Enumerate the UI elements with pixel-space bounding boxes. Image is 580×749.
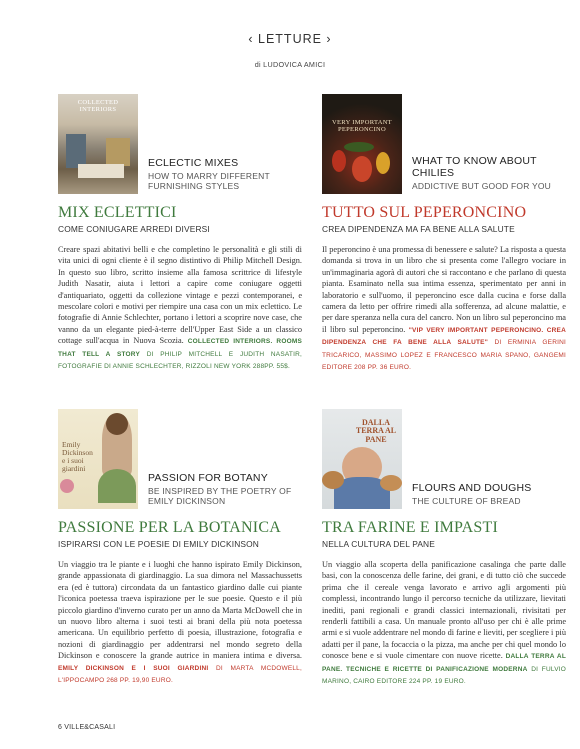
article-english-subtitle: THE CULTURE OF BREAD — [412, 496, 521, 507]
book-cover-title: Emily Dickinson e i suoi giardini — [62, 440, 93, 473]
article-subheadline: CREA DIPENDENZA MA FA BENE ALLA SALUTE — [322, 224, 515, 234]
article-chilies — [322, 94, 566, 373]
page-header — [0, 32, 580, 69]
article-body — [58, 244, 302, 372]
article-headline: TRA FARINE E IMPASTI — [322, 519, 499, 536]
article-body-text: Un viaggio tra le piante e i luoghi che hanno ispirato Emily Dickinson, grande appassionata di giardinaggio. La sua dimora nel Massachussetts era (ed è tuttora) circondata da un fantastico giardino dalle cui piante l'iconica poetessa traeva ispirazione per le sue poesie. Questo e il più piccolo giardino d'inverno curato per un anno da Marta McDowell che in un nuovo libro alterna i suoi testi ai brani della più nota poetessa americana. Un equilibrio perfetto di poesia, illustrazione, fotografia e nozioni di giardinaggio per addentrarsi nel mondo segreto della Dickinson e conoscere la grande autrice in maniera intima e diversa. — [58, 560, 302, 661]
article-english-title: WHAT TO KNOW ABOUT CHILIES — [412, 155, 537, 179]
book-cover-title: VERY IMPORTANT PEPERONCINO — [332, 119, 392, 133]
article-botany — [58, 409, 302, 686]
article-eclectic-mixes — [58, 94, 302, 372]
book-cover-image — [322, 409, 402, 509]
article-subheadline: COME CONIUGARE ARREDI DIVERSI — [58, 224, 210, 234]
book-cover-image — [58, 94, 138, 194]
article-english-title: FLOURS AND DOUGHS — [412, 481, 532, 494]
article-english-subtitle: ADDICTIVE BUT GOOD FOR YOU — [412, 181, 552, 192]
article-english-subtitle: BE INSPIRED BY THE POETRY OF EMILY DICKINSON — [148, 486, 292, 507]
article-headline: TUTTO SUL PEPERONCINO — [322, 204, 527, 221]
book-cover-title: COLLECTED INTERIORS — [77, 99, 119, 113]
article-body-text: Creare spazi abitativi belli e che completino le personalità e gli stili di vita unici di ogni cliente è il segno distintivo di Philip Mitchell Design. In questo suo libro, scritto insieme alla famosa scrittrice di lifestyle Judith Nasatir, aiuta i lettori a capire come coniugare oggetti d'antiquariato, oggetti da collezione vintage e pezzi contemporanei, e mescolare colori e motivi per riempire una casa con un mix eclettico. Le fotografie di Annie Schlechter, portano i lettori a scoprire nove case, che vanno da un elegante pied-à-terre dell'Upper East Side a un classico cottage sull'acqua in Nuova Scozia. — [58, 245, 302, 346]
article-body — [322, 559, 566, 687]
article-body-text: Il peperoncino è una promessa di benessere e salute? La risposta a questa domanda si trova in un libro che si presenta come l'allegro vociare in un'immaginaria agorà di autori che si raccontano e che parlano di questa pianta. Esaminato nella sua intima essenza, sperimentato per anni in laboratorio e sull'uomo, il peperoncino esce dalla cucina e forse dalla camera da letto per offrire rimedi alla sofferenza, ad alcune malattie, e per dare speranza nella cura del cancro. Non un libro sul peperoncino ma il libro sul peperoncino. — [322, 245, 566, 334]
article-subheadline: ISPIRARSI CON LE POESIE DI EMILY DICKINSON — [58, 539, 259, 549]
article-body-text: Un viaggio alla scoperta della panificazione casalinga che parte dalle basi, con la conoscenza delle farine, dei grani, e di tutto ciò che succede prima che il cereale venga lavorato e arrivo agli argomenti più complessi, incontrando lungo il percorso tecniche da utilizzare, lievitati inediti, pani regionali e grandi classici internazionali, rivisitati per renderli fattibili a casa. Un manuale pronto all'uso per chi è alle prime armi e si vuole addentrare nel mondo di farine e lieviti, per scegliere i più adatti per il pane, la focaccia o la pizza, ma anche per chi quel mondo lo conosce bene e si vuole cimentare con nuove ricette. — [322, 560, 566, 661]
book-credit-details: DI MARTA MCDOWELL, L'IPPOCAMPO 268 PP. 19,90 EURO. — [58, 664, 302, 685]
article-subheadline: NELLA CULTURA DEL PANE — [322, 539, 435, 549]
article-english-title: ECLECTIC MIXES — [148, 156, 239, 169]
article-english-subtitle: HOW TO MARRY DIFFERENT FURNISHING STYLES — [148, 171, 270, 192]
article-english-title: PASSION FOR BOTANY — [148, 471, 268, 484]
book-credit-title: COLLECTED INTERIORS. ROOMS THAT TELL A STORY — [58, 338, 302, 358]
article-headline: MIX ECLETTICI — [58, 204, 177, 221]
book-cover-image — [58, 409, 138, 509]
section-title: ‹ LETTURE › — [248, 32, 332, 46]
book-credit-title: DALLA TERRA AL PANE. TECNICHE E RICETTE DI PANIFICAZIONE MODERNA — [322, 653, 566, 673]
article-headline: PASSIONE PER LA BOTANICA — [58, 519, 281, 536]
book-credit-details: DI FULVIO MARINO, CAIRO EDITORE 224 PP. 19 EURO. — [322, 665, 566, 686]
book-cover-image — [322, 94, 402, 194]
book-credit-title: EMILY DICKINSON E I SUOI GIARDINI — [58, 664, 209, 672]
book-cover-title: DALLA TERRA AL PANE — [355, 418, 397, 444]
article-bread — [322, 409, 566, 687]
book-credit-details: DI ERMINIA GERINI TRICARICO, MASSIMO LOPEZ E FRANCESCO MARIA SPANO, GANGEMI EDITORE 208 PP. 36 EURO. — [322, 339, 566, 372]
page-footer: 6 VILLE&CASALI — [58, 724, 116, 731]
article-body — [322, 244, 566, 373]
book-credit-details: DI PHILIP MITCHELL E JUDITH NASATIR, FOTOGRAFIE DI ANNIE SCHLECHTER, RIZZOLI NEW YORK 288PP. 55$. — [58, 350, 303, 371]
article-body — [58, 559, 302, 686]
book-credit-title: "VIP VERY IMPORTANT PEPERONCINO. CREA DIPENDENZA CHE FA BENE ALLA SALUTE" — [322, 326, 566, 347]
author-byline: di LUDOVICA AMICI — [254, 60, 326, 69]
